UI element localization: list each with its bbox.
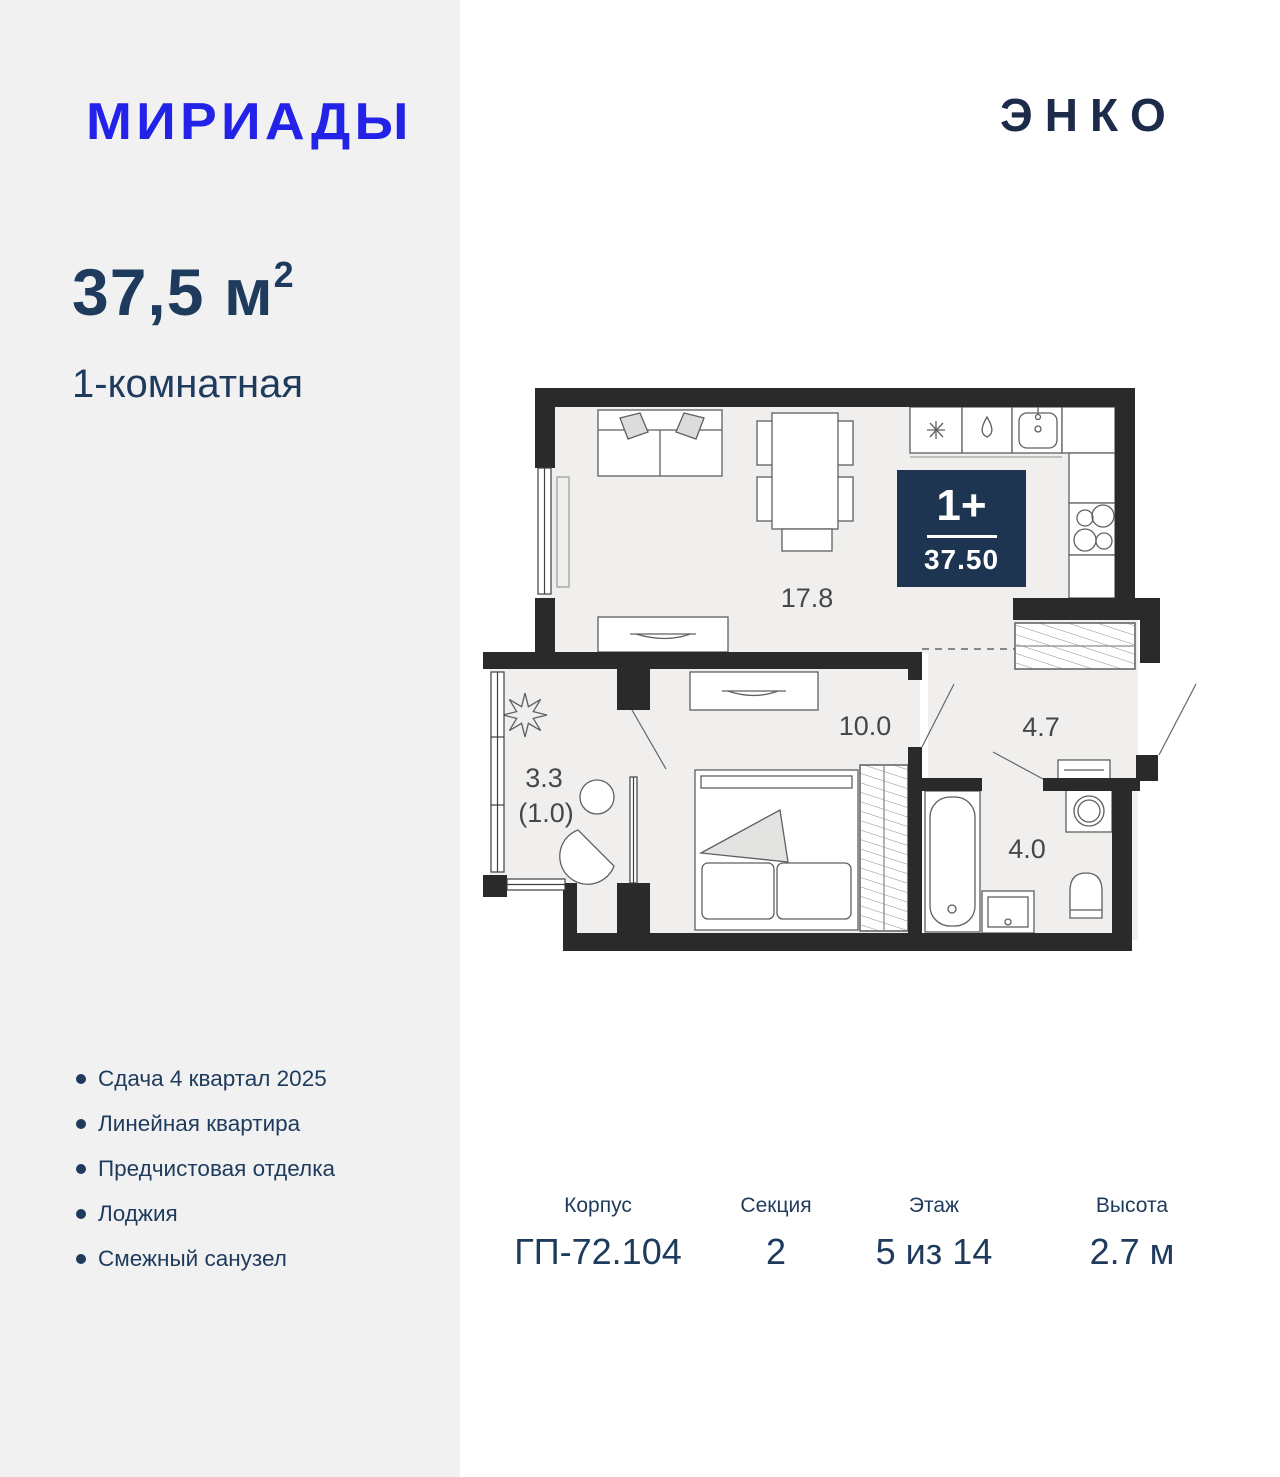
- feature-item: Предчистовая отделка: [76, 1156, 335, 1182]
- wardrobe-hallway-icon: [1015, 623, 1135, 669]
- detail-value: 5 из 14: [875, 1231, 993, 1272]
- bed-icon: [695, 770, 858, 930]
- shoe-cabinet-icon: [1058, 760, 1110, 780]
- room-label-bathroom: 4.0: [1008, 834, 1046, 864]
- feature-item: Линейная квартира: [76, 1111, 335, 1137]
- floor-plan: [480, 385, 1200, 985]
- dresser-icon: [690, 672, 818, 710]
- detail-label: Этаж: [908, 1194, 960, 1217]
- detail-value: ГП-72.104: [514, 1231, 682, 1272]
- detail-building: [514, 1194, 681, 1273]
- glass-partition-icon: [630, 777, 637, 883]
- detail-value: 2.7 м: [1089, 1231, 1175, 1272]
- room-label-bedroom: 10.0: [838, 711, 892, 741]
- kitchen-counter-icon: [910, 407, 1115, 457]
- badge-rooms-count: 1+: [936, 480, 987, 530]
- room-label-hallway: 4.7: [1022, 712, 1060, 742]
- floor-plan-svg: [480, 385, 1200, 985]
- tv-stand-icon: [598, 617, 728, 652]
- door-entrance-icon: [1159, 684, 1196, 755]
- area-unit: м: [223, 255, 274, 329]
- toilet-icon: [1070, 873, 1102, 918]
- feature-item: Сдача 4 квартал 2025: [76, 1066, 335, 1092]
- area-exponent: 2: [273, 254, 295, 295]
- window-loggia-bottom-icon: [507, 879, 565, 890]
- detail-floor: [876, 1194, 993, 1273]
- bullet-icon: [76, 1254, 86, 1264]
- wardrobe-bedroom-icon: [860, 765, 908, 931]
- kitchen-sink-icon: [1019, 407, 1057, 448]
- detail-label: Корпус: [564, 1194, 632, 1217]
- apartment-area-title: [72, 254, 295, 330]
- detail-section: [740, 1194, 811, 1273]
- apartment-badge: [897, 470, 1026, 587]
- washer-bathroom-icon: [1066, 790, 1112, 832]
- badge-area: 37.50: [923, 543, 1000, 575]
- room-label-living: 17.8: [780, 583, 834, 613]
- bullet-icon: [76, 1209, 86, 1219]
- features-list: [76, 1066, 335, 1291]
- window-loggia-side-icon: [491, 672, 504, 872]
- detail-label: Высота: [1095, 1194, 1169, 1217]
- bullet-icon: [76, 1119, 86, 1129]
- detail-value: 2: [765, 1231, 787, 1272]
- washbasin-icon: [982, 891, 1034, 933]
- plant-icon: [503, 693, 547, 737]
- bathtub-icon: [925, 791, 980, 932]
- feature-item: Смежный санузел: [76, 1246, 335, 1272]
- sofa-icon: [598, 410, 722, 476]
- room-label-loggia: 3.3: [525, 763, 563, 793]
- feature-item: Лоджия: [76, 1201, 335, 1227]
- miriady-logo: МИРИАДЫ: [86, 93, 413, 151]
- badge-divider: [927, 535, 997, 538]
- apartment-type-subtitle: 1-комнатная: [72, 362, 304, 406]
- bullet-icon: [76, 1074, 86, 1084]
- enko-logo: ЭНКО: [1000, 89, 1178, 141]
- loggia-table-icon: [580, 780, 614, 814]
- room-label-loggia-coefficient: (1.0): [518, 798, 574, 828]
- stove-icon: [1069, 453, 1115, 598]
- area-value: 37,5: [72, 255, 205, 329]
- detail-label: Секция: [740, 1194, 812, 1217]
- detail-ceiling-height: [1090, 1194, 1175, 1273]
- bullet-icon: [76, 1164, 86, 1174]
